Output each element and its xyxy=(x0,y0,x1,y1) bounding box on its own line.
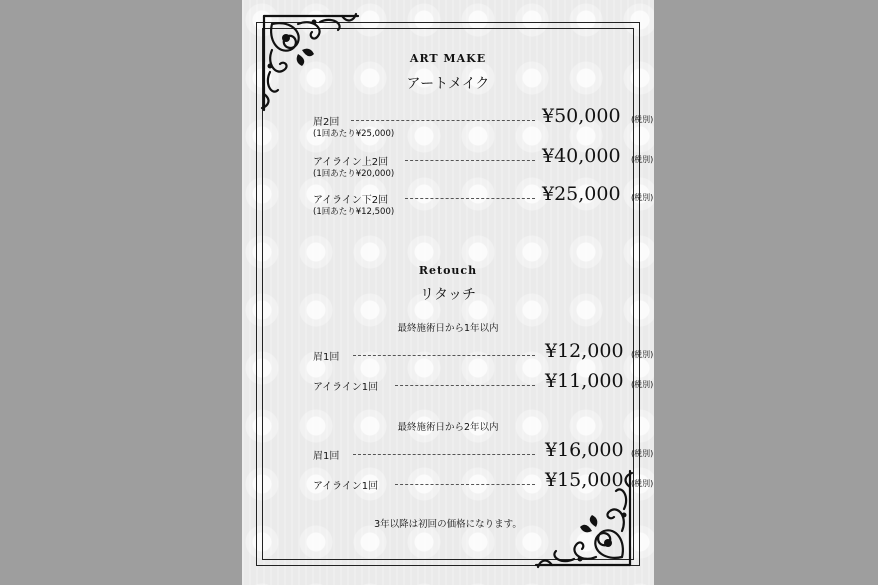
price-row xyxy=(313,439,654,470)
price-row xyxy=(313,340,654,371)
art-make-title-jp: アートメイク xyxy=(406,76,490,92)
tax-note: (税別) xyxy=(631,115,654,124)
price-row xyxy=(313,105,654,139)
price-row xyxy=(313,370,654,401)
item-label: アイライン1回 xyxy=(313,481,379,492)
tax-note: (税別) xyxy=(631,449,654,458)
item-price: ¥25,000 xyxy=(542,183,621,205)
price-menu-sheet xyxy=(242,0,654,585)
retouch-group-heading: 最終施術日から1年以内 xyxy=(397,323,499,334)
leader-dots xyxy=(395,385,535,386)
tax-note: (税別) xyxy=(631,380,654,389)
retouch-title-jp: リタッチ xyxy=(420,287,476,303)
tax-note: (税別) xyxy=(631,193,654,202)
per-session-price: (1回あたり¥20,000) xyxy=(313,169,395,179)
per-session-price: (1回あたり¥12,500) xyxy=(313,207,395,217)
per-session-price: (1回あたり¥25,000) xyxy=(313,129,395,139)
price-row xyxy=(313,145,654,179)
item-label: 眉2回 xyxy=(313,117,340,128)
item-label: アイライン下2回 xyxy=(313,195,389,206)
item-price: ¥50,000 xyxy=(542,105,621,127)
item-label: 眉1回 xyxy=(313,451,340,462)
item-price: ¥15,000 xyxy=(545,469,624,491)
footnote: 3年以降は初回の価格になります。 xyxy=(374,519,522,530)
item-label: アイライン上2回 xyxy=(313,157,389,168)
tax-note: (税別) xyxy=(631,155,654,164)
leader-dots xyxy=(405,160,535,161)
price-row xyxy=(313,183,654,217)
leader-dots xyxy=(351,120,535,121)
leader-dots xyxy=(405,198,535,199)
tax-note: (税別) xyxy=(631,479,654,488)
retouch-title-en: Retouch xyxy=(418,264,478,277)
art-make-title-en: ART MAKE xyxy=(409,52,487,65)
item-price: ¥16,000 xyxy=(545,439,624,461)
leader-dots xyxy=(395,484,535,485)
item-label: 眉1回 xyxy=(313,352,340,363)
retouch-group-heading: 最終施術日から2年以内 xyxy=(397,422,499,433)
item-price: ¥12,000 xyxy=(545,340,624,362)
item-label: アイライン1回 xyxy=(313,382,379,393)
leader-dots xyxy=(353,454,535,455)
item-price: ¥40,000 xyxy=(542,145,621,167)
item-price: ¥11,000 xyxy=(545,370,624,392)
tax-note: (税別) xyxy=(631,350,654,359)
price-row xyxy=(313,469,654,500)
leader-dots xyxy=(353,355,535,356)
